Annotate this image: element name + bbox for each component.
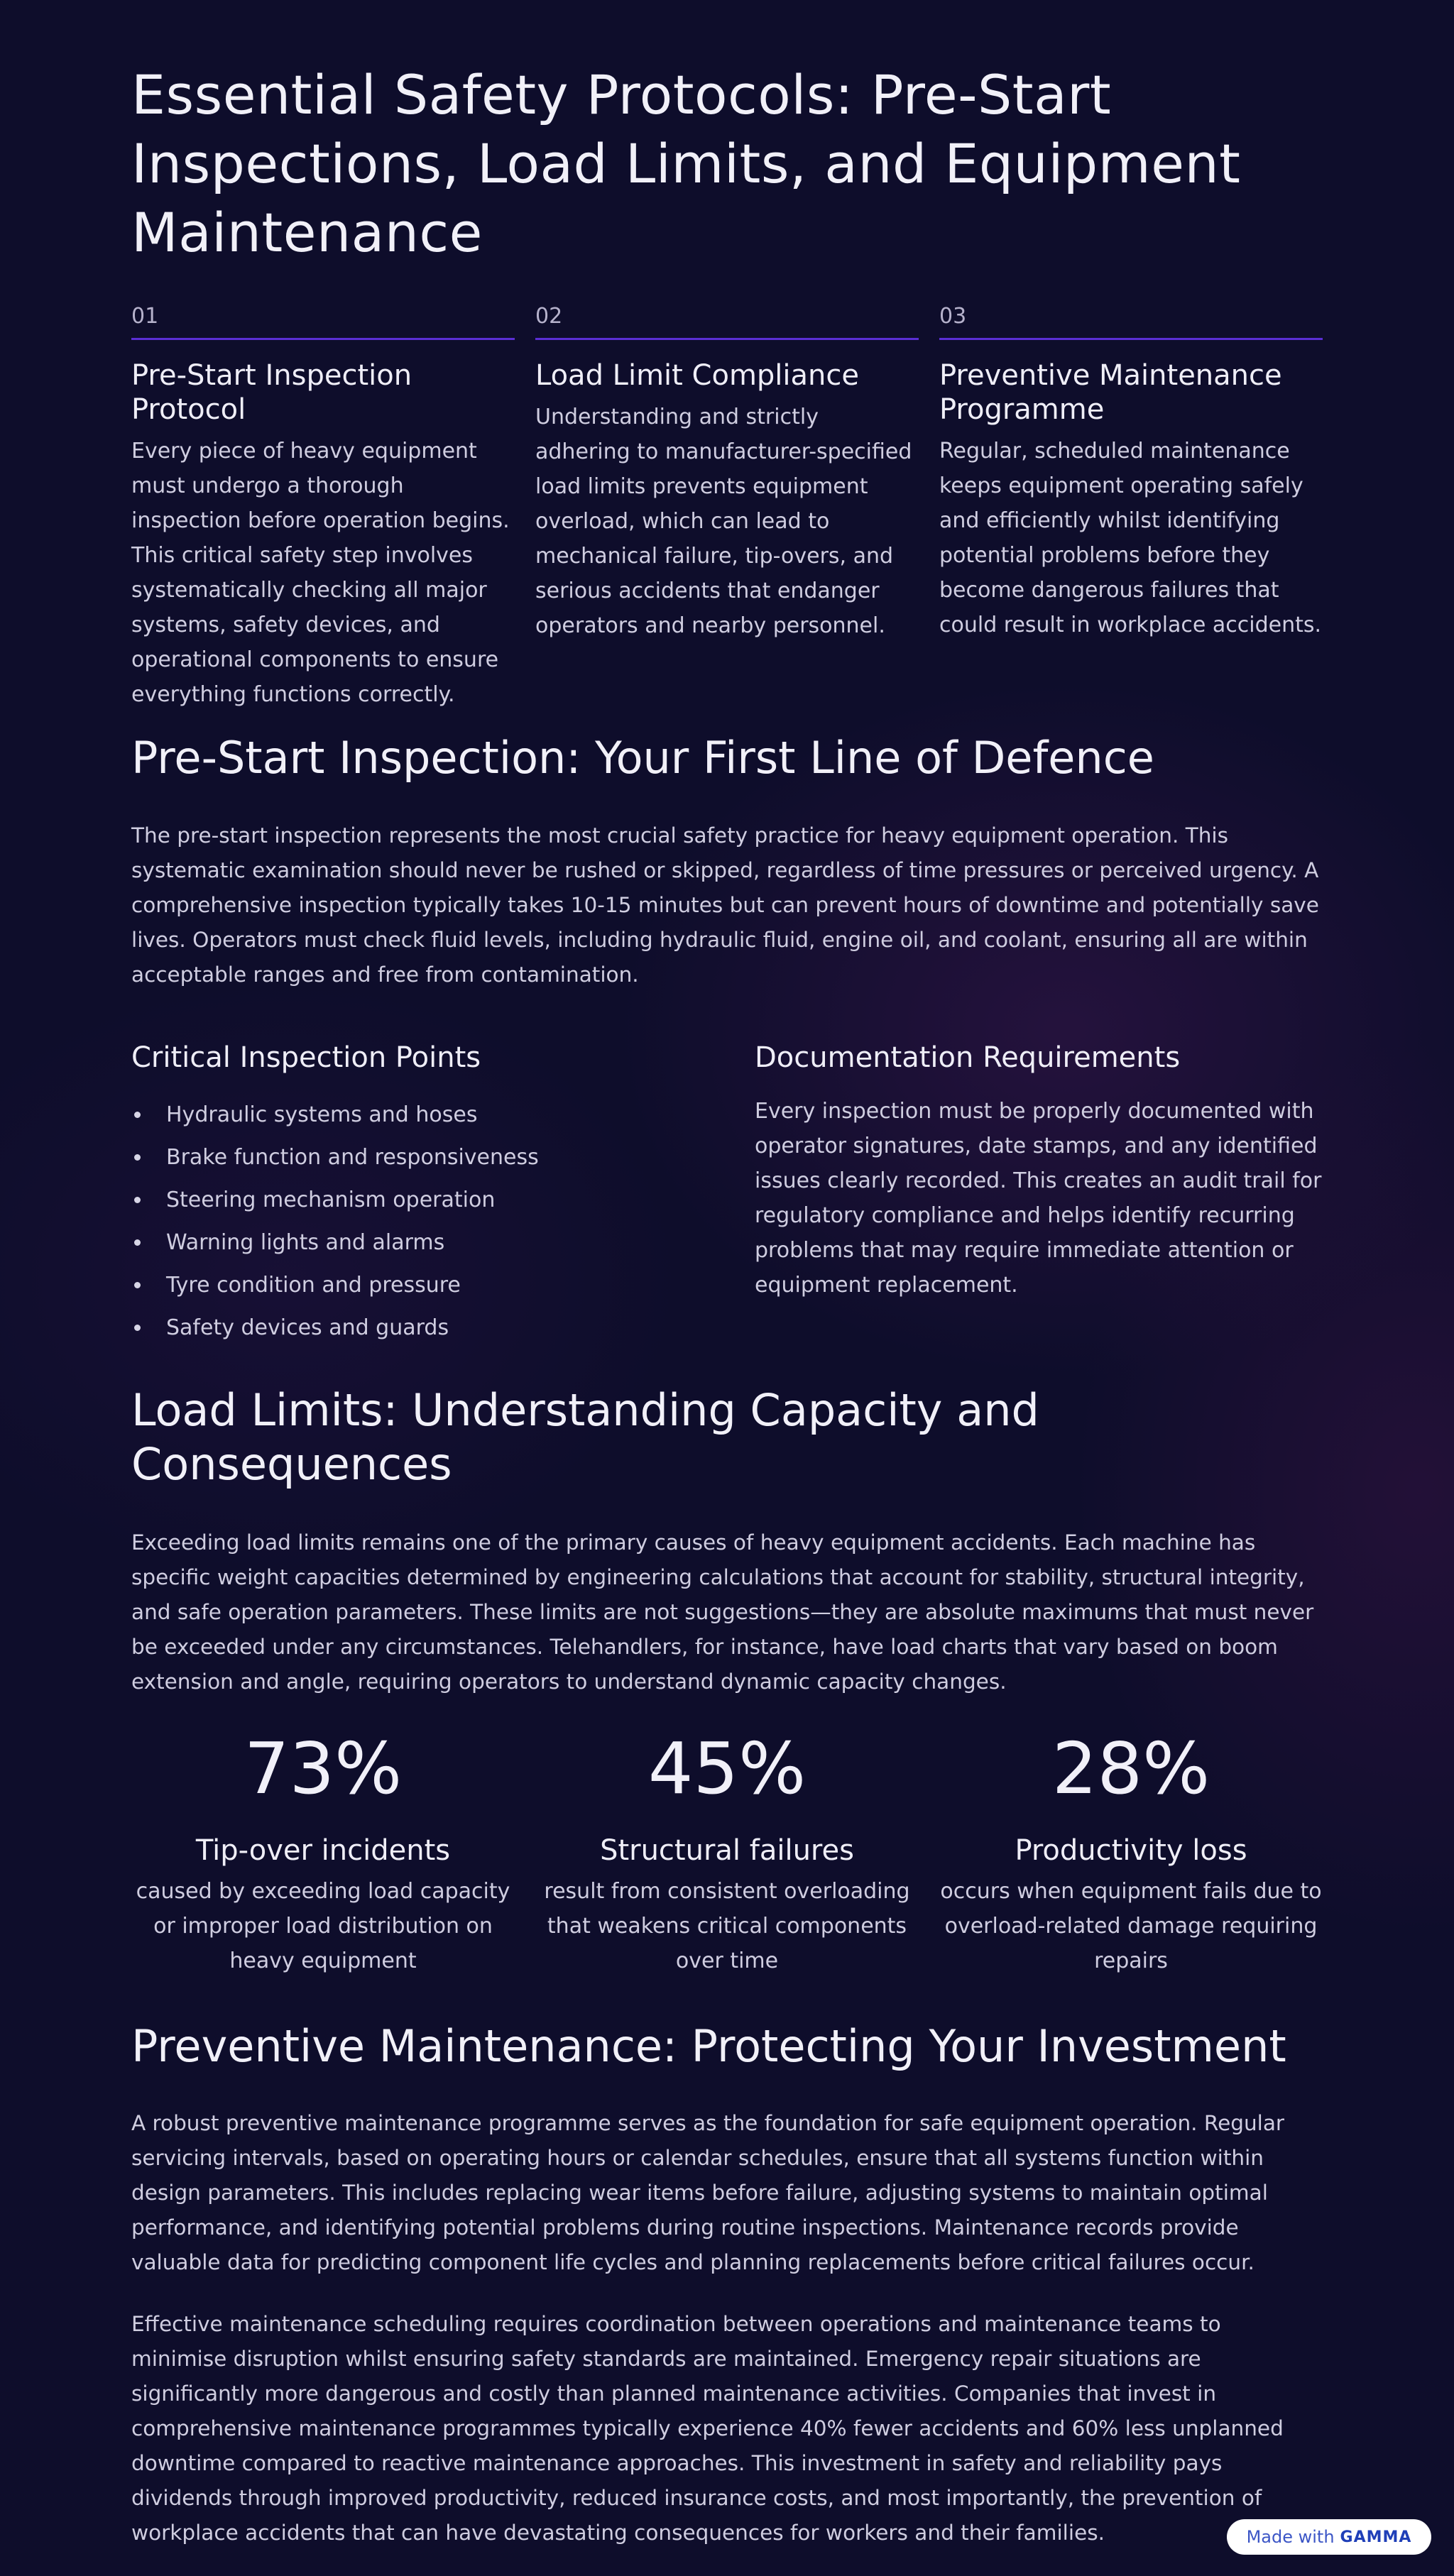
stat-label: Structural failures	[600, 1834, 854, 1867]
column-heading: Preventive Maintenance Programme	[939, 359, 1282, 426]
column-body: Regular, scheduled maintenance keeps equipment operating safely and efficiently whilst identifying potential problems before they become dangerous failures that could result in workplace accidents.	[939, 439, 1322, 637]
inspection-points-list	[131, 1094, 714, 1349]
column-heading: Load Limit Compliance	[535, 359, 859, 392]
column-body: Every piece of heavy equipment must undergo a thorough inspection before operation begins. This critical safety step involves systematically checking all major systems, safety devices, and operational components to ensure everything functions correctly.	[131, 439, 510, 707]
list-item: Safety devices and guards	[131, 1307, 714, 1349]
load-limits-heading: Load Limits: Understanding Capacity and Consequences	[131, 1384, 1039, 1490]
stat-card	[535, 1726, 919, 1978]
load-limit-stats	[131, 1726, 1323, 1978]
maintenance-heading: Preventive Maintenance: Protecting Your Investment	[131, 2020, 1286, 2072]
overview-columns	[131, 302, 1323, 712]
stat-description: occurs when equipment fails due to overload-related damage requiring repairs	[940, 1879, 1322, 1973]
stat-value: 28%	[1051, 1727, 1210, 1810]
maintenance-paragraph: A robust preventive maintenance programme serves as the foundation for safe equipment operation. Regular servicing intervals, based on operating hours or calendar schedules, ensure that all systems function within design parameters. This includes replacing wear items before failure, adjusting systems to maintain optimal performance, and identifying potential problems during routine inspections. Maintenance records provide valuable data for predicting component life cycles and planning replacements before critical failures occur.	[131, 2111, 1285, 2274]
stat-label: Tip-over incidents	[195, 1834, 451, 1867]
list-item: Brake function and responsiveness	[131, 1136, 714, 1179]
page-title: Essential Safety Protocols: Pre-Start Inspections, Load Limits, and Equipment Maintenance	[131, 63, 1241, 264]
overview-column	[535, 302, 919, 712]
overview-column	[939, 302, 1323, 712]
list-item: Tyre condition and pressure	[131, 1264, 714, 1307]
stat-description: result from consistent overloading that weakens critical components over time	[544, 1879, 910, 1973]
list-item: Hydraulic systems and hoses	[131, 1094, 714, 1136]
column-number: 02	[535, 302, 919, 340]
column-heading: Pre-Start Inspection Protocol	[131, 359, 412, 426]
gamma-logo: GAMMA	[1340, 2528, 1412, 2546]
list-item: Steering mechanism operation	[131, 1179, 714, 1222]
stat-value: 45%	[647, 1727, 807, 1810]
column-body: Understanding and strictly adhering to manufacturer-specified load limits prevents equipment overload, which can lead to mechanical failure, tip-overs, and serious accidents that endanger operators and nearby personnel.	[535, 405, 912, 638]
pre-start-heading: Pre-Start Inspection: Your First Line of Defence	[131, 732, 1154, 784]
documentation-body: Every inspection must be properly documented with operator signatures, date stamps, and any identified issues clearly recorded. This creates an audit trail for regulatory compliance and helps identify recurring problems that may require immediate attention or equipment replacement.	[755, 1099, 1322, 1298]
inspection-points-heading: Critical Inspection Points	[131, 1041, 481, 1074]
column-number: 01	[131, 302, 515, 340]
stat-value: 73%	[244, 1727, 403, 1810]
badge-prefix: Made with	[1246, 2527, 1335, 2547]
stat-card	[131, 1726, 515, 1978]
overview-column	[131, 302, 515, 712]
load-limits-body: Exceeding load limits remains one of the primary causes of heavy equipment accidents. Each machine has specific weight capacities determined by engineering calculations that account for stability, structural integrity, and safe operation parameters. These limits are not suggestions—they are absolute maximums that must never be exceeded under any circumstances. Telehandlers, for instance, have load charts that vary based on boom extension and angle, requiring operators to understand dynamic capacity changes.	[131, 1530, 1314, 1694]
stat-label: Productivity loss	[1015, 1834, 1247, 1867]
made-with-gamma-badge[interactable]	[1227, 2519, 1431, 2555]
list-item: Warning lights and alarms	[131, 1222, 714, 1264]
pre-start-body: The pre-start inspection represents the most crucial safety practice for heavy equipment operation. This systematic examination should never be rushed or skipped, regardless of time pressures or perceived urgency. A comprehensive inspection typically takes 10-15 minutes but can prevent hours of downtime and potentially save lives. Operators must check fluid levels, including hydraulic fluid, engine oil, and coolant, ensuring all are within acceptable ranges and free from contamination.	[131, 823, 1319, 987]
stat-card	[939, 1726, 1323, 1978]
documentation-heading: Documentation Requirements	[755, 1041, 1181, 1074]
stat-description: caused by exceeding load capacity or improper load distribution on heavy equipment	[136, 1879, 510, 1973]
maintenance-paragraph: Effective maintenance scheduling requires coordination between operations and maintenance teams to minimise disruption whilst ensuring safety standards are maintained. Emergency repair situations are significantly more dangerous and costly than planned maintenance activities. Companies that invest in comprehensive maintenance programmes typically experience 40% fewer accidents and 60% less unplanned downtime compared to reactive maintenance approaches. This investment in safety and reliability pays dividends through improved productivity, reduced insurance costs, and most importantly, the prevention of workplace accidents that can have devastating consequences for workers and their families.	[131, 2312, 1284, 2545]
column-number: 03	[939, 302, 1323, 340]
